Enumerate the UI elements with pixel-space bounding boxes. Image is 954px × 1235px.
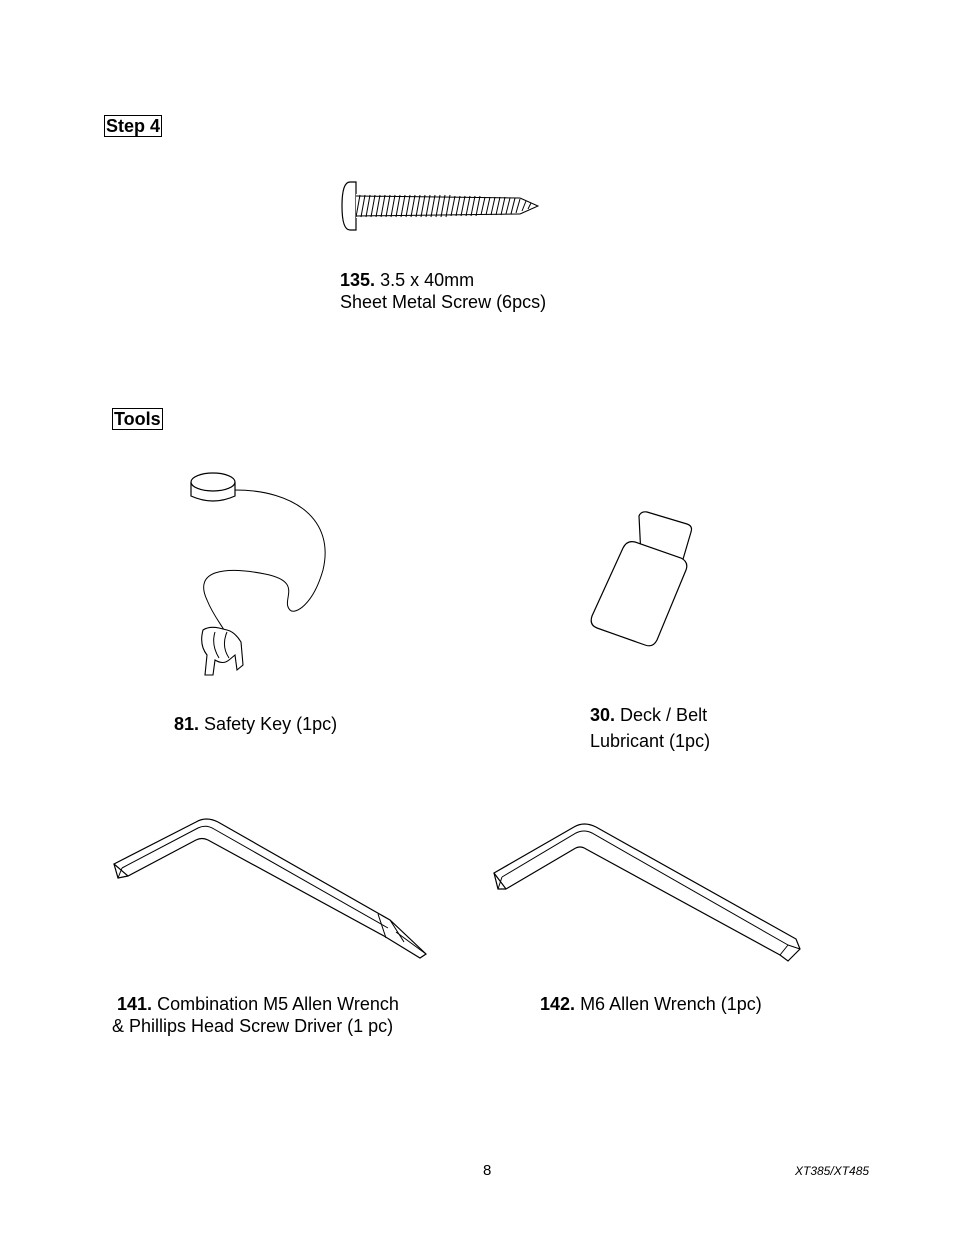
part-description-line1: Combination M5 Allen Wrench [157, 994, 399, 1014]
part-number: 142. [540, 994, 576, 1014]
screw-caption [340, 269, 546, 313]
safety-key-illustration [185, 470, 345, 685]
part-size: 3.5 x 40mm [380, 270, 475, 290]
m6-allen-wrench-illustration [488, 815, 808, 965]
part-description: Sheet Metal Screw (6pcs) [340, 292, 547, 312]
part-description: M6 Allen Wrench (1pc) [580, 994, 762, 1014]
safety-key-caption [174, 713, 337, 735]
lubricant-bottle-illustration [585, 508, 700, 653]
combination-allen-wrench-illustration [108, 812, 433, 962]
part-number: 141. [117, 994, 153, 1014]
part-description-line2: Lubricant (1pc) [590, 731, 711, 751]
model-number: XT385/XT485 [795, 1164, 870, 1178]
part-description-line1: Deck / Belt [620, 705, 708, 725]
part-number: 135. [340, 270, 376, 290]
lubricant-caption [590, 702, 710, 754]
step-heading: Step 4 [106, 116, 161, 136]
combination-wrench-caption [112, 993, 399, 1037]
m6-wrench-caption [540, 993, 762, 1015]
part-number: 30. [590, 705, 616, 725]
sheet-metal-screw-illustration [340, 178, 550, 238]
page-number: 8 [483, 1162, 492, 1179]
tools-heading: Tools [114, 409, 161, 429]
part-number: 81. [174, 714, 200, 734]
part-description-line2: & Phillips Head Screw Driver (1 pc) [112, 1016, 394, 1036]
part-description: Safety Key (1pc) [204, 714, 338, 734]
